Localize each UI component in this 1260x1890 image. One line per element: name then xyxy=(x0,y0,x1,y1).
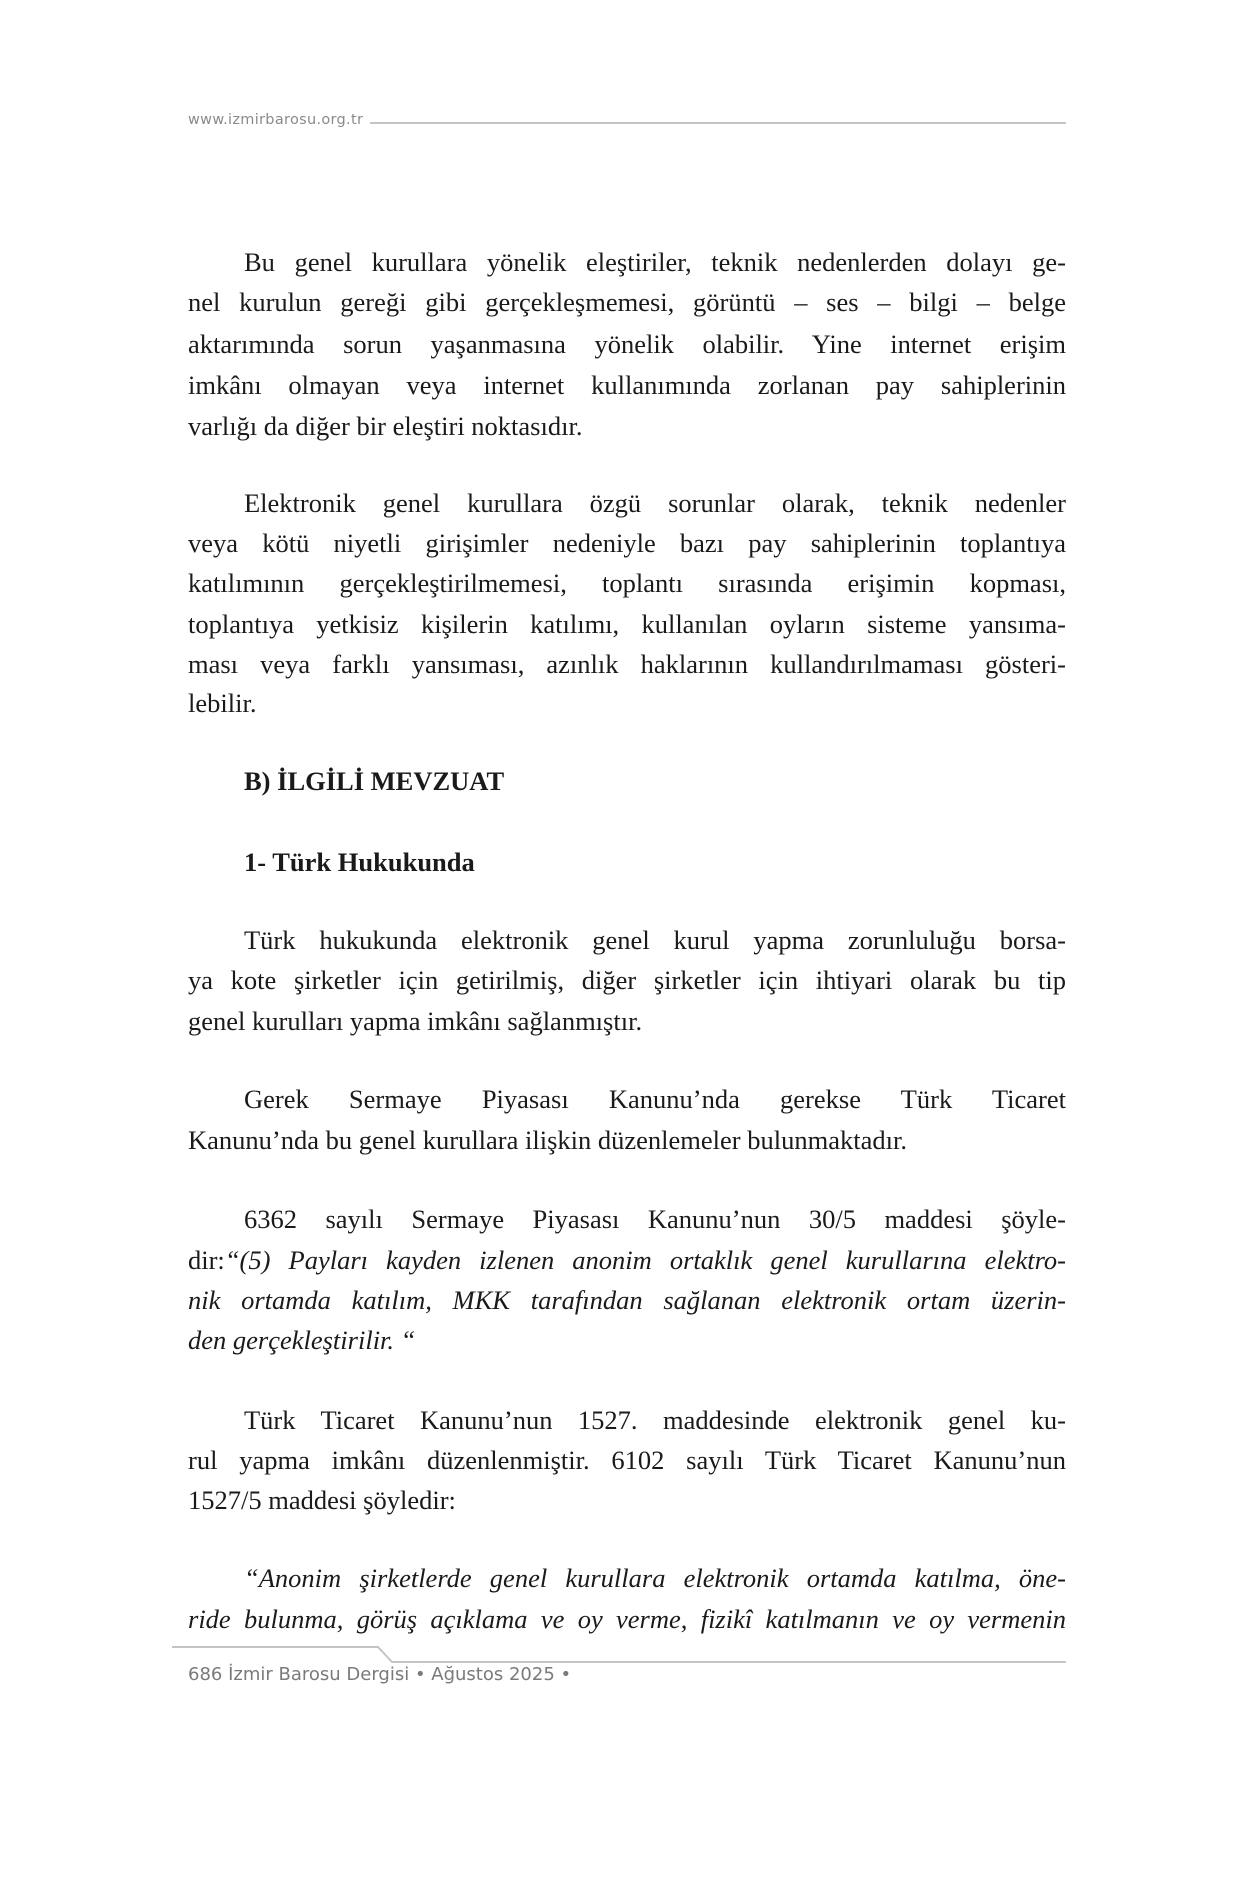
text-line: toplantıya yetkisiz kişilerin katılımı, kullanılan oyların sisteme yansıma- xyxy=(188,609,1066,639)
text-line: aktarımında sorun yaşanmasına yönelik olabilir. Yine internet erişim xyxy=(188,329,1066,359)
text-line: nel kurulun gereği gibi gerçekleşmemesi, görüntü – ses – bilgi – belge xyxy=(188,287,1066,317)
text-line: veya kötü niyetli girişimler nedeniyle bazı pay sahiplerinin toplantıya xyxy=(188,528,1066,558)
text-line: imkânı olmayan veya internet kullanımında zorlanan pay sahiplerinin xyxy=(188,370,1066,400)
text-line: Kanunu’nda bu genel kurullara ilişkin düzenlemeler bulunmaktadır. xyxy=(188,1125,907,1155)
text-line: varlığı da diğer bir eleştiri noktasıdır. xyxy=(188,411,583,441)
text-line: 6362 sayılı Sermaye Piyasası Kanunu’nun 30/5 maddesi şöyle- xyxy=(244,1204,1066,1234)
text-line: katılımının gerçekleştirilmemesi, toplantı sırasında erişimin kopması, xyxy=(188,568,1066,598)
text-line: Türk Ticaret Kanunu’nun 1527. maddesinde elektronik genel ku- xyxy=(244,1405,1066,1435)
text-line: lebilir. xyxy=(188,688,257,718)
quote-line: den gerçekleştirilir. “ xyxy=(188,1325,416,1355)
text-line: rul yapma imkânı düzenlenmiştir. 6102 sayılı Türk Ticaret Kanunu’nun xyxy=(188,1445,1066,1475)
text-line: Elektronik genel kurullara özgü sorunlar olarak, teknik nedenler xyxy=(244,488,1066,518)
text-line: Bu genel kurullara yönelik eleştiriler, teknik nedenlerden dolayı ge- xyxy=(244,247,1066,277)
quote-line: ride bulunma, görüş açıklama ve oy verme, fizikî katılmanın ve oy vermenin xyxy=(188,1604,1066,1634)
header-url: www.izmirbarosu.org.tr xyxy=(188,112,364,128)
section-heading: B) İLGİLİ MEVZUAT xyxy=(244,766,505,796)
text-line: ya kote şirketler için getirilmiş, diğer şirketler için ihtiyari olarak bu tip xyxy=(188,965,1066,995)
text-line: Gerek Sermaye Piyasası Kanunu’nda gerekse Türk Ticaret xyxy=(244,1084,1066,1114)
text-line: genel kurulları yapma imkânı sağlanmıştır. xyxy=(188,1006,643,1036)
text-line: 1527/5 maddesi şöyledir: xyxy=(188,1485,456,1515)
text-line: Türk hukukunda elektronik genel kurul yapma zorunluluğu borsa- xyxy=(244,925,1066,955)
quote-line: nik ortamda katılım, MKK tarafından sağlanan elektronik ortam üzerin- xyxy=(188,1285,1066,1315)
footer-text: 686 İzmir Barosu Dergisi • Ağustos 2025 • xyxy=(188,1664,572,1685)
subsection-heading: 1- Türk Hukukunda xyxy=(244,847,475,877)
text-segment: dir: xyxy=(188,1245,225,1275)
quote-line: “Anonim şirketlerde genel kurullara elektronik ortamda katılma, öne- xyxy=(244,1563,1066,1593)
text-line: ması veya farklı yansıması, azınlık haklarının kullandırılmaması gösteri- xyxy=(188,649,1066,679)
quote-segment: “(5) Payları kayden izlenen anonim ortaklık genel kurullarına elektro- xyxy=(224,1245,1066,1275)
